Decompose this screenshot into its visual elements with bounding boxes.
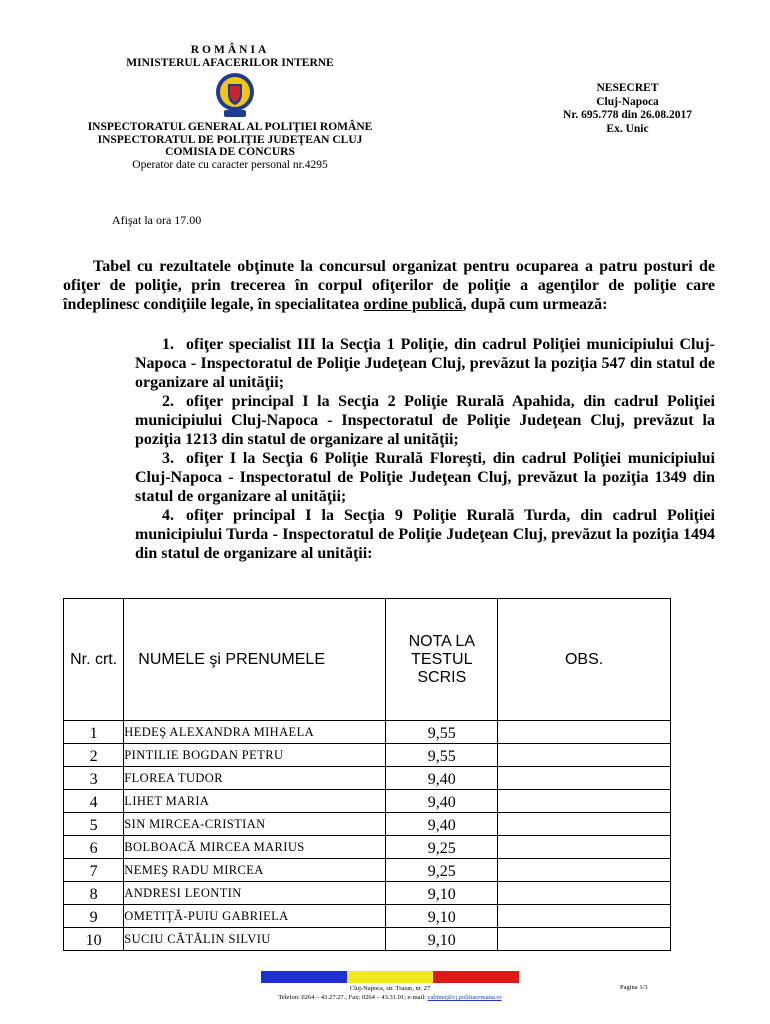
positions-list — [135, 335, 715, 563]
table-header-row — [64, 599, 671, 721]
ministry-name: MINISTERUL AFACERILOR INTERNE — [126, 57, 334, 69]
footer-phone-fax: Telefon: 0264 – 43.27.27.; Fax: 0264 – 43.31.01; e-mail: — [278, 994, 428, 1001]
position-item: 2. ofiţer principal I la Secţia 2 Poliţie Rurală Apahida, din cadrul Poliţiei municipiului Cluj-Napoca - Inspectoratul de Poliţie Judeţean Cluj, prevăzut la poziţia 1213 din statul de organizare al unităţii; — [135, 393, 715, 448]
tricolor-band — [261, 971, 519, 983]
flag-blue — [261, 971, 347, 983]
footer-email-link[interactable]: cabinet@cj.politiaromana.ro — [427, 994, 502, 1001]
header-name: NUMELE şi PRENUMELE — [124, 599, 386, 721]
city: Cluj-Napoca — [596, 95, 659, 108]
registration-block — [540, 82, 715, 136]
posted-time: Afişat la ora 17.00 — [112, 213, 202, 227]
classification: NESECRET — [596, 82, 659, 94]
table-row: 3 FLOREA TUDOR 9,40 — [64, 767, 671, 790]
position-item: 4. ofiţer principal I la Secţia 9 Poliţie Rurală Turda, din cadrul Poliţiei municipiului Turda - Inspectoratul de Poliţie Judeţean Cluj, prevăzut la poziţia 1494 din statul de organizare al unităţii: — [135, 507, 715, 562]
copy-note: Ex. Unic — [606, 122, 649, 135]
table-row: 5 SIN MIRCEA-CRISTIAN 9,40 — [64, 813, 671, 836]
country-name: ROMÂNIA — [190, 44, 270, 56]
page-number: Pagina 1/3 — [620, 984, 648, 991]
flag-yellow — [347, 971, 433, 983]
specialty: ordine publică — [363, 296, 463, 313]
position-item: 1. ofiţer specialist III la Secţia 1 Poliţie, din cadrul Poliţiei municipiului Cluj-Napoca - Inspectoratul de Poliţie Judeţean Cluj, prevăzut la poziţia 547 din statul de organizare al unităţii; — [135, 336, 715, 391]
table-row: 7 NEMEŞ RADU MIRCEA 9,25 — [64, 859, 671, 882]
operator-number: Operator date cu caracter personal nr.4295 — [132, 158, 328, 171]
police-emblem-icon — [215, 70, 255, 120]
table-row: 1 HEDEŞ ALEXANDRA MIHAELA 9,55 — [64, 721, 671, 744]
inspectorate-block — [50, 121, 410, 171]
intro-text: Tabel cu rezultatele obţinute la concursul organizat pentru ocuparea a patru posturi de ofiţer de poliţie, prin trecerea în corpul ofiţerilor de poliţie a agenţilor de poliţie care îndeplinesc condiţiile legale, în specialitatea — [63, 258, 715, 313]
footer-contact — [200, 984, 580, 1002]
table-row: 6 BOLBOACĂ MIRCEA MARIUS 9,25 — [64, 836, 671, 859]
inspectorate-general: INSPECTORATUL GENERAL AL POLIŢIEI ROMÂNE — [87, 121, 373, 133]
header-grade: NOTA LA TESTUL SCRIS — [386, 599, 498, 721]
table-row: 2 PINTILIE BOGDAN PETRU 9,55 — [64, 744, 671, 767]
table-row: 10 SUCIU CĂTĂLIN SILVIU 9,10 — [64, 928, 671, 951]
table-row: 8 ANDRESI LEONTIN 9,10 — [64, 882, 671, 905]
table-row: 9 OMETIŢĂ-PUIU GABRIELA 9,10 — [64, 905, 671, 928]
commission-name: COMISIA DE CONCURS — [165, 146, 295, 158]
header-nr: Nr. crt. — [64, 599, 124, 721]
header-obs: OBS. — [498, 599, 671, 721]
inspectorate-county: INSPECTORATUL DE POLIŢIE JUDEŢEAN CLUJ — [97, 133, 363, 146]
intro-end: , după cum urmează: — [462, 296, 608, 313]
flag-red — [433, 971, 519, 983]
intro-paragraph — [63, 257, 715, 314]
results-table — [63, 598, 671, 951]
table-row: 4 LIHET MARIA 9,40 — [64, 790, 671, 813]
registration-number: Nr. 695.778 din 26.08.2017 — [563, 109, 692, 121]
position-item: 3. ofiţer I la Secţia 6 Poliţie Rurală Floreşti, din cadrul Poliţiei municipiului Cluj-Napoca - Inspectoratul de Poliţie Judeţean Cluj, prevăzut la poziţia 1349 din statul de organizare al unităţii; — [135, 450, 715, 505]
footer-address: Cluj-Napoca, str. Traian, nr. 27 — [349, 985, 431, 992]
